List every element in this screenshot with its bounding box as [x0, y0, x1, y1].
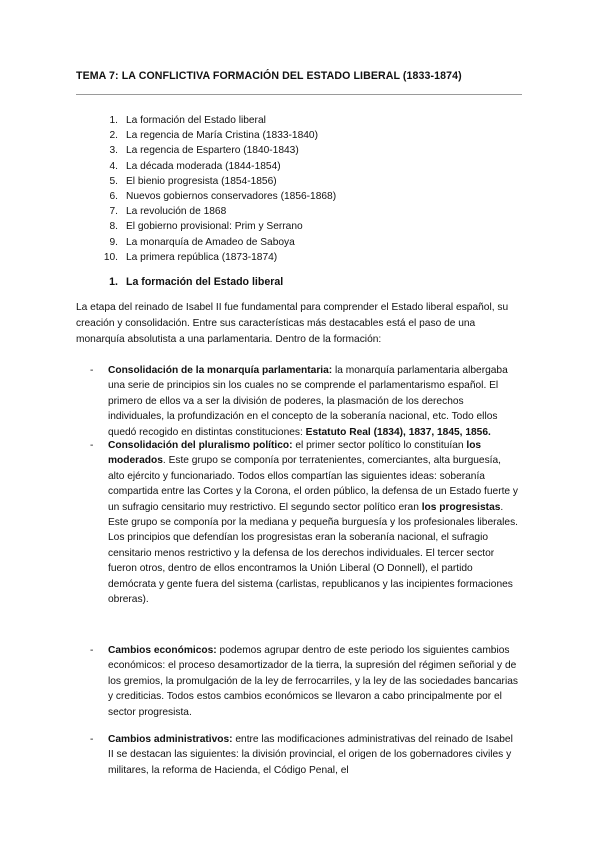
title-divider	[76, 94, 522, 95]
bullet-text: . Este grupo se componía por terratenientes, comerciantes, alta burguesía, alto ejército y funcionariado. Todos ellos compartían las siguientes ideas: soberanía compartida entre las Cortes y la Corona, el orden público, la defensa de un Estado fuerte y un sufragio censitario muy restrictivo. El segundo sector político eran	[108, 455, 519, 513]
toc-item	[98, 250, 336, 265]
toc-number: 8.	[109, 221, 118, 233]
toc-text: La primera república (1873-1874)	[126, 251, 278, 263]
bullet-title: Consolidación del pluralismo político:	[108, 440, 293, 451]
bullet-pluralismo	[90, 438, 522, 607]
toc-number: 5.	[109, 175, 118, 187]
toc-text: Nuevos gobiernos conservadores (1856-1868)	[126, 191, 337, 203]
toc-text: La monarquía de Amadeo de Saboya	[126, 236, 295, 248]
bullet-text: podemos agrupar dentro de este periodo los siguientes cambios económicos: el proceso desamortizador de la tierra, la supresión del régimen señorial y de los gremios, la promulgación de la ley de ferrocarriles, y la ley de las sociedades bancarias y crediticias. Todos estos cambios económicos se llevaron a cabo principalmente por el sector progresista.	[108, 645, 518, 718]
toc-number: 1.	[109, 115, 118, 126]
bullet-text: entre las modificaciones administrativas del reinado de Isabel II se destacan las siguientes: la división provincial, el origen de los gobernadores civiles y militares, la reforma de Hacienda, el Código Penal, el	[108, 734, 513, 776]
toc-item	[98, 174, 336, 189]
bullet-body	[108, 438, 520, 607]
bullet-title: Cambios económicos:	[108, 645, 217, 656]
toc-text: La formación del Estado liberal	[126, 115, 266, 126]
toc-item	[98, 219, 336, 234]
toc-text: La revolución de 1868	[126, 206, 227, 218]
toc-text: El bienio progresista (1854-1856)	[126, 175, 277, 187]
document-title: TEMA 7: LA CONFLICTIVA FORMACIÓN DEL ESTADO LIBERAL (1833-1874)	[76, 70, 462, 82]
toc-number: 9.	[109, 236, 118, 248]
toc-item	[98, 189, 336, 204]
section-title: La formación del Estado liberal	[126, 276, 284, 288]
intro-paragraph: La etapa del reinado de Isabel II fue fundamental para comprender el Estado liberal español, su creación y consolidación. Entre sus características más destacables está el paso de una monarquía absolutista a una parlamentaria. Dentro de la formación:	[76, 302, 509, 345]
bullet-text: . Este grupo se componía por la mediana y pequeña burguesía y los profesionales liberales. Los principios que defendían los progresistas eran la soberanía nacional, el sufragio censitario menos restrictivo y la defensa de los derechos individuales. El tercer sector fueron otros, dentro de ellos encontramos la Unión Liberal (O Donnell), el partido demócrata y gente fuera del sistema (carlistas, republicanos y las incipientes formaciones obreras).	[108, 501, 519, 606]
bullet-body	[108, 643, 520, 720]
toc-text: La regencia de Espartero (1840-1843)	[126, 145, 299, 157]
toc-item	[98, 113, 336, 128]
toc-number: 6.	[109, 191, 118, 203]
bullet-text: la monarquía parlamentaria albergaba una serie de principios sin los cuales no se comprende el parlamentarismo español. El primero de ellos va a ser la división de poderes, la plasmación de los derechos individuales, la profundización en el concepto de la soberanía nacional, etc. Todo ellos quedó recogido en distintas constituciones:	[108, 365, 508, 438]
bullet-emphasis: los moderados	[108, 440, 482, 467]
toc-item	[98, 143, 336, 158]
section-heading	[98, 276, 283, 288]
bullet-body	[108, 732, 520, 778]
toc-item	[98, 204, 336, 219]
bullet-dash: -	[90, 734, 94, 745]
bullet-economicos	[90, 643, 522, 720]
toc-item	[98, 235, 336, 250]
toc-text: La década moderada (1844-1854)	[126, 160, 281, 172]
bullet-title: Cambios administrativos:	[108, 734, 233, 745]
toc-number: 4.	[109, 160, 118, 172]
bullet-body	[108, 363, 520, 440]
table-of-contents	[98, 113, 336, 265]
toc-text: La regencia de María Cristina (1833-1840)	[126, 130, 318, 142]
toc-number: 2.	[109, 130, 118, 142]
bullet-dash: -	[90, 440, 94, 451]
bullet-dash: -	[90, 645, 94, 656]
bullet-text: el primer sector político lo constituían	[292, 440, 467, 451]
bullet-emphasis: los progresistas	[421, 501, 501, 513]
bullet-administrativos	[90, 732, 522, 778]
bullet-emphasis: Estatuto Real (1834), 1837, 1845, 1856.	[305, 426, 491, 438]
toc-number: 10.	[103, 251, 118, 263]
bullet-monarquia	[90, 363, 522, 440]
toc-number: 3.	[109, 145, 118, 157]
section-number: 1.	[109, 276, 118, 288]
toc-item	[98, 159, 336, 174]
bullet-dash: -	[90, 365, 94, 376]
bullet-title: Consolidación de la monarquía parlamentaria:	[108, 365, 333, 376]
toc-item	[98, 128, 336, 143]
toc-number: 7.	[109, 206, 118, 218]
toc-text: El gobierno provisional: Prim y Serrano	[126, 221, 303, 233]
